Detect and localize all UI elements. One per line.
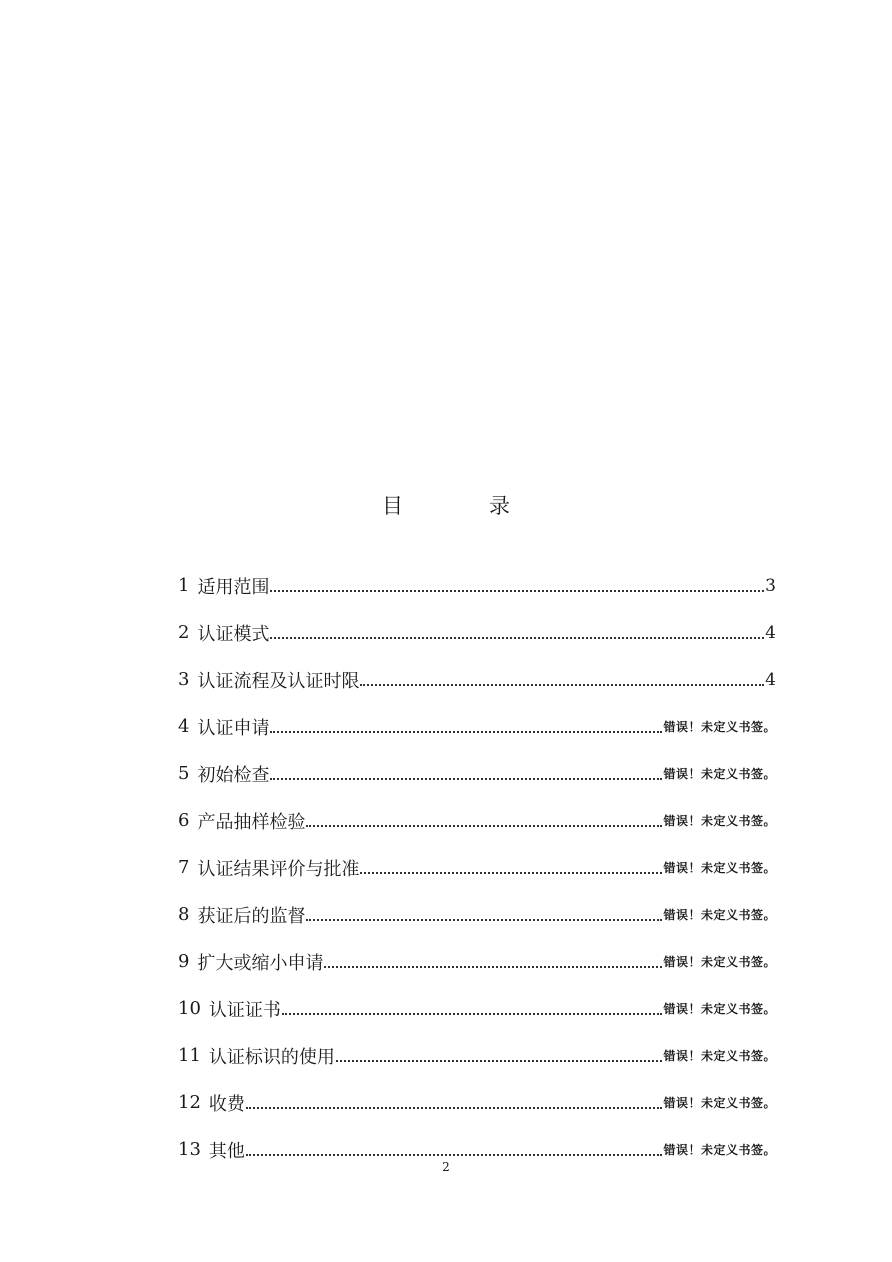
toc-dot-leader bbox=[282, 1000, 663, 1018]
toc-entry-label: 认证申请 bbox=[197, 717, 270, 739]
toc-dot-leader bbox=[270, 577, 764, 595]
toc-dot-leader bbox=[360, 859, 662, 877]
toc-entry-page: 错误！未定义书签。 bbox=[663, 861, 776, 875]
toc-entry[interactable] bbox=[178, 891, 776, 938]
toc-entry[interactable] bbox=[178, 609, 776, 656]
toc-dot-leader bbox=[270, 765, 662, 783]
toc-entry-number: 8 bbox=[178, 904, 190, 925]
toc-dot-leader bbox=[246, 1094, 663, 1112]
toc-entry-page: 错误！未定义书签。 bbox=[663, 767, 776, 781]
toc-entry-label: 其他 bbox=[208, 1140, 245, 1162]
toc-entry-label: 扩大或缩小申请 bbox=[197, 952, 324, 974]
toc-entry-number: 2 bbox=[178, 622, 190, 643]
toc-entry-page: 错误！未定义书签。 bbox=[663, 908, 776, 922]
toc-entry-label: 适用范围 bbox=[197, 576, 270, 598]
toc-entry-page: 4 bbox=[765, 669, 776, 690]
toc-entry-number: 10 bbox=[178, 998, 201, 1019]
toc-entry-page: 错误！未定义书签。 bbox=[663, 720, 776, 734]
toc-title-left: 目 bbox=[382, 494, 403, 518]
toc-dot-leader bbox=[270, 624, 764, 642]
toc-title-right: 录 bbox=[489, 494, 510, 518]
toc-list bbox=[178, 562, 776, 1173]
toc-entry-number: 13 bbox=[178, 1139, 201, 1160]
toc-entry-number: 4 bbox=[178, 716, 190, 737]
toc-entry-label: 认证模式 bbox=[197, 623, 270, 645]
toc-entry-page: 4 bbox=[765, 622, 776, 643]
toc-entry[interactable] bbox=[178, 656, 776, 703]
toc-entry-page: 错误！未定义书签。 bbox=[663, 814, 776, 828]
toc-entry[interactable] bbox=[178, 985, 776, 1032]
toc-entry-page: 错误！未定义书签。 bbox=[663, 1143, 776, 1157]
toc-entry[interactable] bbox=[178, 1079, 776, 1126]
toc-dot-leader bbox=[324, 953, 662, 971]
toc-entry-number: 9 bbox=[178, 951, 190, 972]
toc-entry-number: 7 bbox=[178, 857, 190, 878]
toc-entry[interactable] bbox=[178, 750, 776, 797]
toc-entry-number: 3 bbox=[178, 669, 190, 690]
toc-entry[interactable] bbox=[178, 797, 776, 844]
toc-entry[interactable] bbox=[178, 844, 776, 891]
toc-dot-leader bbox=[306, 812, 662, 830]
toc-entry[interactable] bbox=[178, 562, 776, 609]
toc-entry[interactable] bbox=[178, 938, 776, 985]
toc-dot-leader bbox=[246, 1141, 663, 1159]
toc-entry-label: 获证后的监督 bbox=[197, 905, 306, 927]
toc-entry-label: 认证结果评价与批准 bbox=[197, 858, 360, 880]
toc-dot-leader bbox=[270, 718, 662, 736]
toc-entry-number: 11 bbox=[178, 1045, 201, 1066]
toc-entry-label: 收费 bbox=[208, 1093, 245, 1115]
toc-entry-label: 认证流程及认证时限 bbox=[197, 670, 360, 692]
toc-entry-label: 认证标识的使用 bbox=[208, 1046, 335, 1068]
toc-entry[interactable] bbox=[178, 703, 776, 750]
toc-entry-page: 错误！未定义书签。 bbox=[663, 1096, 776, 1110]
toc-entry-page: 3 bbox=[765, 575, 776, 596]
toc-entry-label: 产品抽样检验 bbox=[197, 811, 306, 833]
toc-entry-number: 1 bbox=[178, 575, 190, 596]
toc-entry-number: 6 bbox=[178, 810, 190, 831]
page-number: 2 bbox=[442, 1160, 450, 1174]
toc-entry-number: 12 bbox=[178, 1092, 201, 1113]
toc-dot-leader bbox=[306, 906, 662, 924]
toc-entry-label: 认证证书 bbox=[208, 999, 281, 1021]
toc-entry-number: 5 bbox=[178, 763, 190, 784]
toc-title bbox=[0, 490, 892, 520]
toc-entry-page: 错误！未定义书签。 bbox=[663, 1049, 776, 1063]
toc-dot-leader bbox=[336, 1047, 663, 1065]
toc-entry[interactable] bbox=[178, 1032, 776, 1079]
toc-dot-leader bbox=[360, 671, 764, 689]
toc-entry-label: 初始检查 bbox=[197, 764, 270, 786]
toc-entry-page: 错误！未定义书签。 bbox=[663, 1002, 776, 1016]
toc-entry-page: 错误！未定义书签。 bbox=[663, 955, 776, 969]
